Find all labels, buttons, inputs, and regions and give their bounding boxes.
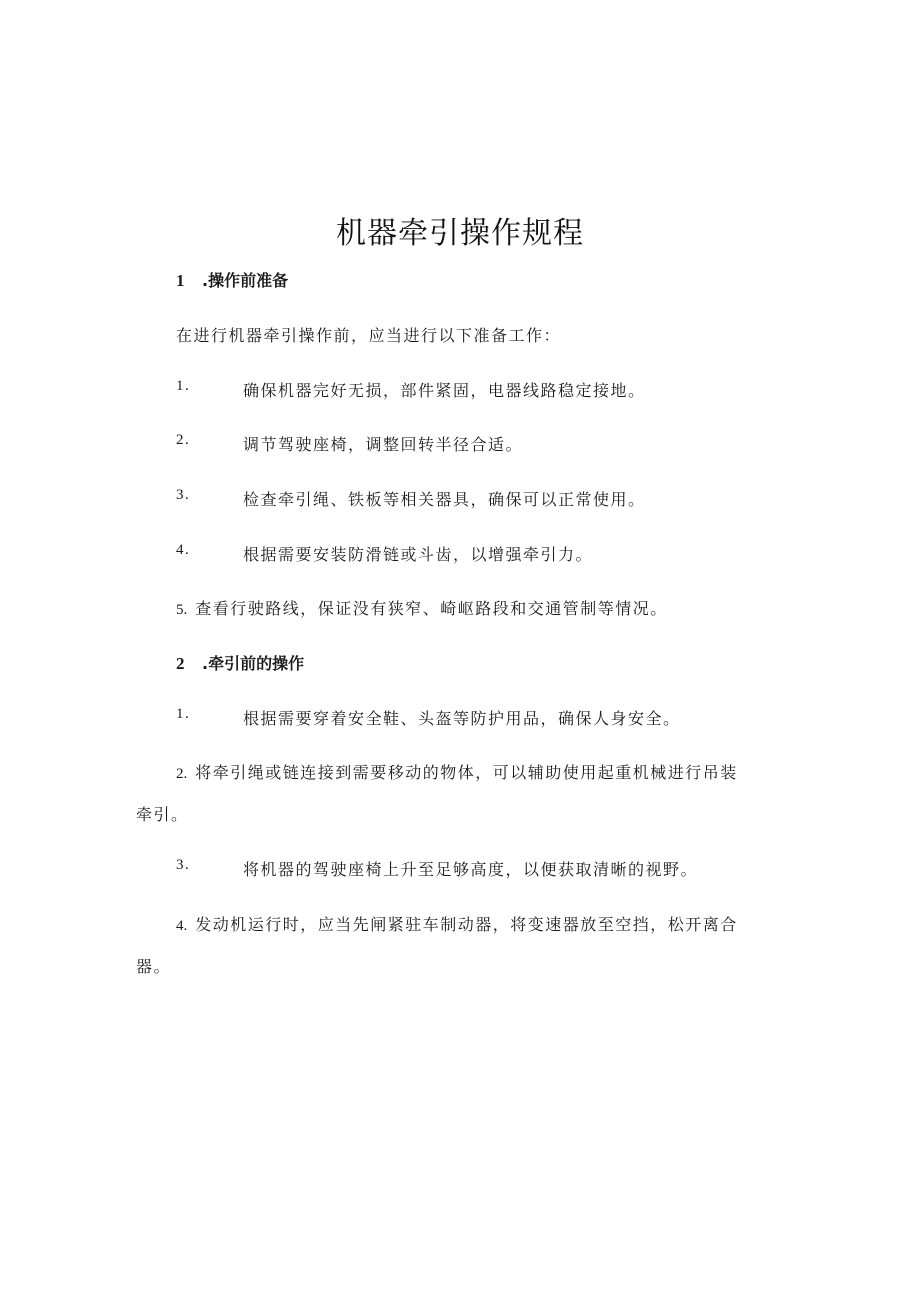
list-item-number: 2. [176,766,188,782]
list-item-number: 3. [176,857,191,873]
list-item-text-continued: 器。 [136,957,172,976]
list-item-text: 调节驾驶座椅，调整回转半径合适。 [243,435,524,454]
list-item-text: 根据需要安装防滑链或斗齿，以增强牵引力。 [243,545,594,564]
section-heading-1 [176,268,288,291]
section-heading-2 [176,651,304,674]
list-item-text: 确保机器完好无损，部件紧固，电器线路稳定接地。 [243,381,646,400]
list-item-text: 将牵引绳或链连接到需要移动的物体，可以辅助使用起重机械进行吊装 [195,763,738,782]
list-item [176,912,738,935]
list-item-number: 3. [176,487,191,503]
list-item-text: 查看行驶路线，保证没有狭窄、崎岖路段和交通管制等情况。 [195,599,668,618]
list-item-number: 4. [176,542,191,558]
list-item-number: 1. [176,706,191,722]
document-title: 机器牵引操作规程 [336,216,584,251]
list-item-text: 检查牵引绳、铁板等相关器具，确保可以正常使用。 [243,490,646,509]
list-item-text: 根据需要穿着安全鞋、头盔等防护用品，确保人身安全。 [243,709,681,728]
list-item-number: 5. [176,602,188,618]
list-item-text-continued: 牵引。 [136,805,189,824]
list-item-number: 4. [176,918,188,934]
section-title: .操作前准备 [202,271,289,290]
list-item-text: 将机器的驾驶座椅上升至足够高度，以便获取清晰的视野。 [243,860,699,879]
section-intro: 在进行机器牵引操作前，应当进行以下准备工作： [176,326,562,345]
list-item [176,596,668,619]
list-item-number: 1. [176,378,191,394]
list-item-text: 发动机运行时，应当先闸紧驻车制动器，将变速器放至空挡，松开离合 [195,915,738,934]
section-number: 1 [176,271,185,290]
list-item-number: 2. [176,432,191,448]
list-item [176,760,738,783]
section-number: 2 [176,654,185,673]
section-title: .牵引前的操作 [202,654,305,673]
